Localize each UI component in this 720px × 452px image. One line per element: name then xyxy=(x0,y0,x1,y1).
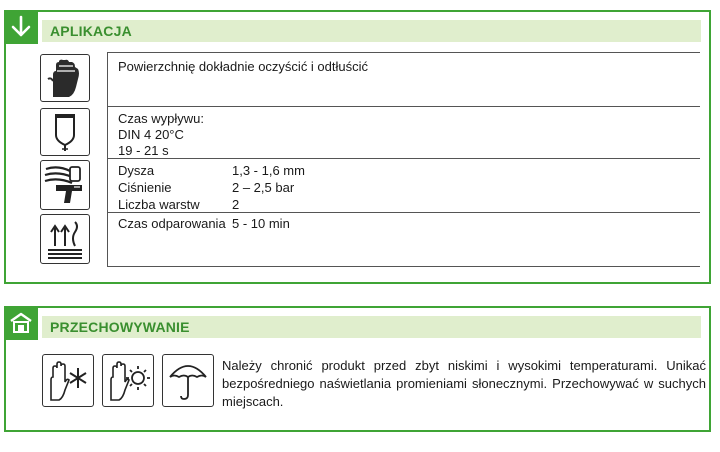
flow-cup-icon xyxy=(40,108,90,156)
row-divider xyxy=(107,52,700,53)
storage-heading: PRZECHOWYWANIE xyxy=(50,319,190,335)
column-divider xyxy=(107,52,108,266)
application-heading-bar xyxy=(42,20,701,42)
cleaning-instruction: Powierzchnię dokładnie oczyścić i odtłuścić xyxy=(118,59,369,74)
nozzle-value: 1,3 - 1,6 mm xyxy=(232,163,305,178)
flow-time-standard: DIN 4 20°C xyxy=(118,127,184,142)
row-divider xyxy=(107,266,700,267)
row-divider xyxy=(107,106,700,107)
flash-off-label: Czas odparowania xyxy=(118,216,226,231)
warehouse-icon xyxy=(4,306,38,340)
pressure-value: 2 – 2,5 bar xyxy=(232,180,295,195)
coats-value: 2 xyxy=(232,197,240,212)
hands-sun-icon xyxy=(102,354,154,407)
storage-instructions: Należy chronić produkt przed zbyt niskimi i wysokimi temperaturami. Unikać bezpośredniego naświetlania promieniami słonecznymi. Przechowywać w suchych miejscach. xyxy=(222,358,706,409)
arrow-down-icon xyxy=(4,10,38,44)
coats-label: Liczba warstw xyxy=(118,197,200,212)
pressure-label: Ciśnienie xyxy=(118,180,172,195)
row-divider xyxy=(107,158,700,159)
flow-time-value: 19 - 21 s xyxy=(118,143,169,158)
flow-time-label: Czas wypływu: xyxy=(118,111,204,126)
storage-heading-bar xyxy=(42,316,701,338)
nozzle-label: Dysza xyxy=(118,163,155,178)
application-heading: APLIKACJA xyxy=(50,23,132,39)
hands-frost-icon xyxy=(42,354,94,407)
gloved-hand-cleaning-icon xyxy=(40,54,90,102)
spray-gun-icon xyxy=(40,160,90,210)
evaporation-icon xyxy=(40,214,90,264)
flash-off-value: 5 - 10 min xyxy=(232,216,290,231)
umbrella-icon xyxy=(162,354,214,407)
